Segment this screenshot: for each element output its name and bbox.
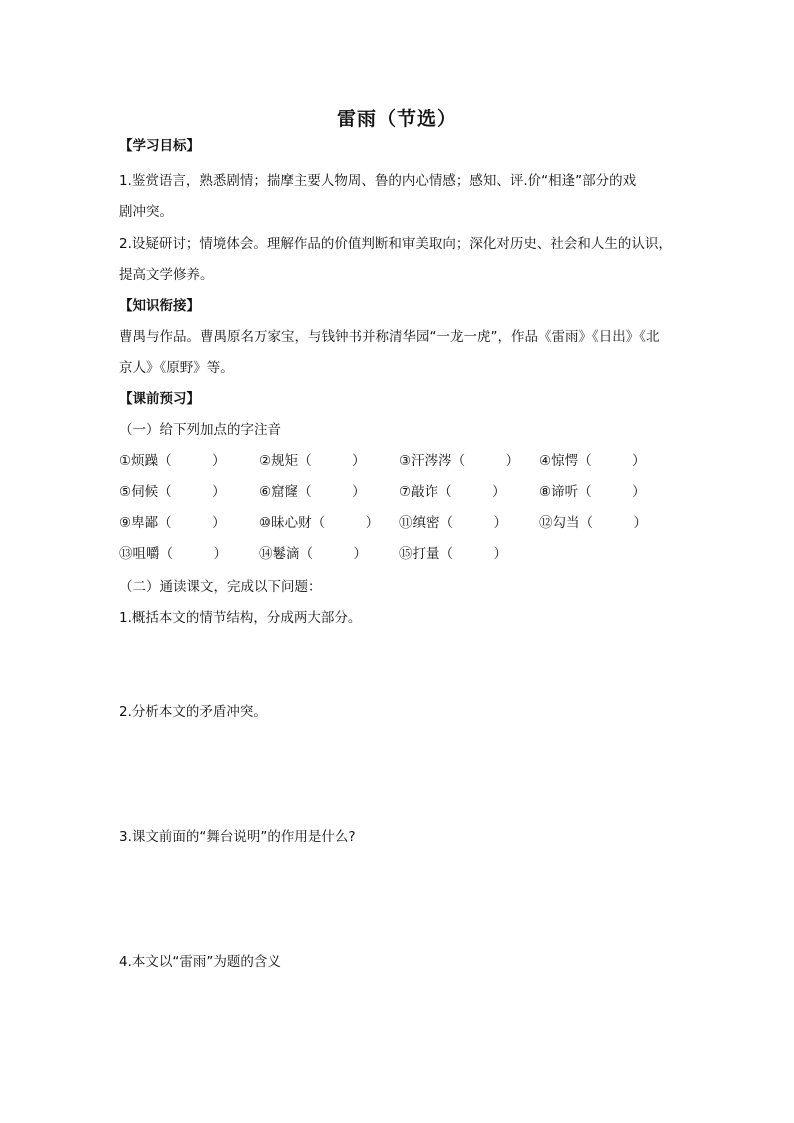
objective-2-line-2: 提高文学修养。 bbox=[119, 267, 214, 283]
objective-1-line-1: 1.鉴赏语言，熟悉剧情；揣摩主要人物周、鲁的内心情感；感知、评.价“相逢”部分的戏 bbox=[119, 173, 637, 189]
question-2: 2.分析本文的矛盾冲突。 bbox=[119, 704, 267, 720]
pinyin-item-6: ⑥窟窿（ ） bbox=[259, 484, 366, 500]
pinyin-item-4: ④惊愕（ ） bbox=[539, 453, 646, 469]
reading-task-heading: （二）通读课文，完成以下问题： bbox=[119, 579, 322, 595]
question-4: 4.本文以“雷雨”为题的含义 bbox=[119, 954, 281, 970]
page-title: 雷雨（节选） bbox=[336, 108, 457, 130]
objectives-heading: 【学习目标】 bbox=[119, 138, 200, 154]
question-3: 3.课文前面的“舞台说明”的作用是什么? bbox=[119, 829, 356, 845]
pinyin-item-13: ⑬咀嚼（ ） bbox=[119, 546, 227, 562]
pinyin-item-1: ①烦躁（ ） bbox=[119, 453, 226, 469]
pinyin-item-3: ③汗涔涔（ ） bbox=[399, 453, 520, 469]
objective-2-line-1: 2.设疑研讨；情境体会。理解作品的价值判断和审美取向；深化对历史、社会和人生的认识， bbox=[119, 236, 672, 252]
question-1: 1.概括本文的情节结构，分成两大部分。 bbox=[119, 610, 362, 626]
pinyin-task-heading: （一）给下列加点的字注音 bbox=[119, 422, 281, 438]
pinyin-item-8: ⑧谛听（ ） bbox=[539, 484, 646, 500]
pinyin-item-7: ⑦敲诈（ ） bbox=[399, 484, 506, 500]
pinyin-item-11: ⑪缜密（ ） bbox=[399, 515, 507, 531]
pinyin-item-15: ⑮打量（ ） bbox=[399, 546, 507, 562]
pinyin-item-14: ⑭鬈滴（ ） bbox=[259, 546, 367, 562]
pinyin-item-9: ⑨卑鄙（ ） bbox=[119, 515, 226, 531]
pinyin-item-5: ⑤伺候（ ） bbox=[119, 484, 226, 500]
pinyin-item-2: ②规矩（ ） bbox=[259, 453, 366, 469]
knowledge-line-1: 曹禺与作品。曹禺原名万家宝，与钱钟书并称清华园“一龙一虎”，作品《雷雨》《日出》《北 bbox=[119, 329, 660, 345]
knowledge-line-2: 京人》《原野》等。 bbox=[119, 360, 234, 376]
preview-heading: 【课前预习】 bbox=[119, 391, 200, 407]
pinyin-item-12: ⑫勾当（ ） bbox=[539, 515, 647, 531]
knowledge-heading: 【知识衔接】 bbox=[119, 298, 200, 314]
pinyin-item-10: ⑩昧心财（ ） bbox=[259, 515, 380, 531]
objective-1-line-2: 剧冲突。 bbox=[119, 204, 173, 220]
